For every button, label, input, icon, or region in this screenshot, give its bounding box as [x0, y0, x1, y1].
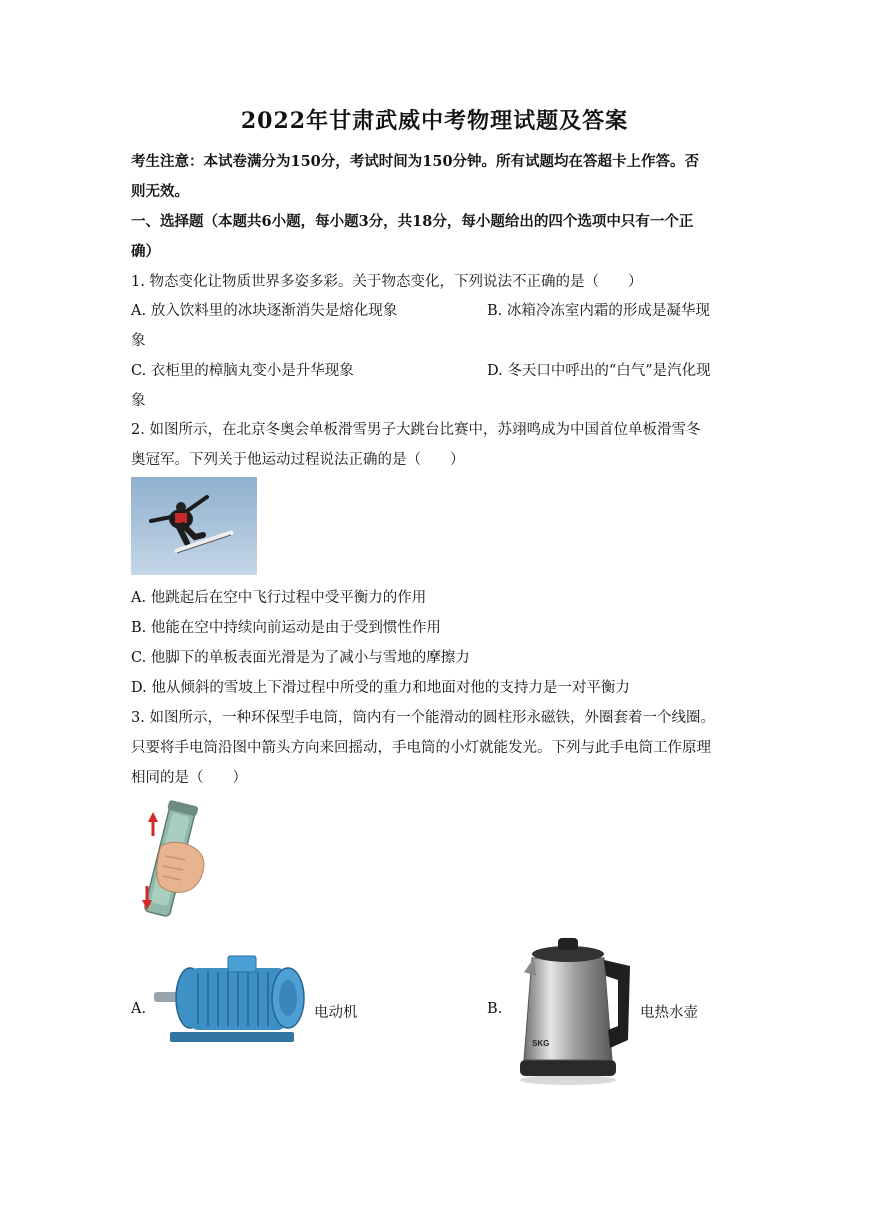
q2-option-b: B. 他能在空中持续向前运动是由于受到惯性作用: [131, 620, 441, 636]
q1-option-d: D. 冬天口中呼出的“白气”是汽化现: [487, 363, 711, 379]
q2-stem-line-1: 2. 如图所示，在北京冬奥会单板滑雪男子大跳台比赛中，苏翊鸣成为中国首位单板滑雪冬: [131, 422, 701, 438]
kettle-brand-text: SKG: [532, 1039, 550, 1048]
q1-option-d-wrap: 象: [131, 393, 146, 409]
snowboarder-photo: [131, 477, 257, 575]
q3-option-b-letter: B.: [487, 1001, 503, 1017]
notice-line-1: 考生注意：本试卷满分为150分，考试时间为150分钟。所有试题均在答超卡上作答。否: [131, 153, 700, 170]
electric-motor-image: [150, 948, 310, 1050]
q1-option-b: B. 冰箱冷冻室内霜的形成是凝华现: [487, 303, 710, 319]
q1-stem: 1. 物态变化让物质世界多姿多彩。关于物态变化，下列说法不正确的是（ ）: [131, 274, 643, 290]
q3-stem-line-3: 相同的是（ ）: [131, 770, 247, 786]
q3-option-a-letter: A.: [131, 1001, 147, 1017]
section-heading-line-1: 一、选择题（本题共6小题，每小题3分，共18分，每小题给出的四个选项中只有一个正: [131, 213, 694, 230]
q2-stem-line-2: 奥冠军。下列关于他运动过程说法正确的是（ ）: [131, 452, 465, 468]
page-title: 2022年甘肃武威中考物理试题及答案: [240, 108, 629, 134]
q3-stem-line-1: 3. 如图所示，一种环保型手电筒，筒内有一个能滑动的圆柱形永磁铁，外圈套着一个线圈。: [131, 710, 715, 726]
q1-option-c: C. 衣柜里的樟脑丸变小是升华现象: [131, 363, 354, 379]
q1-option-a: A. 放入饮料里的冰块逐渐消失是熔化现象: [131, 303, 398, 319]
q3-option-a-label: 电动机: [314, 1005, 358, 1021]
q2-option-d: D. 他从倾斜的雪坡上下滑过程中所受的重力和地面对他的支持力是一对平衡力: [131, 680, 630, 696]
q3-option-b-label: 电热水壶: [640, 1005, 698, 1021]
q1-option-b-wrap: 象: [131, 333, 146, 349]
notice-line-2: 则无效。: [131, 183, 189, 200]
section-heading-line-2: 确）: [131, 243, 160, 260]
q2-option-a: A. 他跳起后在空中飞行过程中受平衡力的作用: [131, 590, 427, 606]
shake-flashlight-image: [131, 800, 213, 920]
q2-option-c: C. 他脚下的单板表面光滑是为了减小与雪地的摩擦力: [131, 650, 470, 666]
q3-stem-line-2: 只要将手电筒沿图中箭头方向来回摇动，手电筒的小灯就能发光。下列与此手电筒工作原理: [131, 740, 711, 756]
electric-kettle-image: [512, 932, 638, 1086]
